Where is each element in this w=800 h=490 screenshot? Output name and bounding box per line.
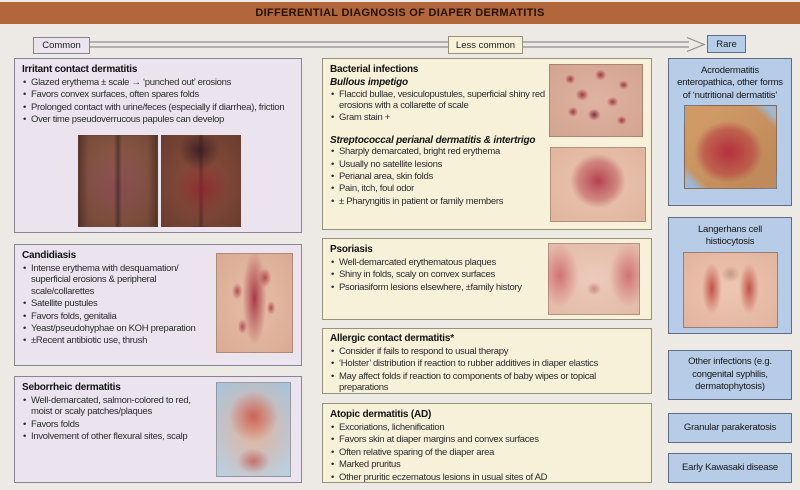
- figure-title: DIFFERENTIAL DIAGNOSIS OF DIAPER DERMATITIS: [255, 7, 545, 19]
- bullet: • Yeast/pseudohyphae on KOH preparation: [22, 323, 214, 334]
- rare-label-other-infections: Other infections (e.g. congenital syphilis, dermatophytosis): [688, 356, 772, 393]
- bullet-list-strep-perianal: [330, 146, 545, 207]
- bullet: • Involvement of other flexural sites, scalp: [22, 431, 214, 442]
- subtitle-strep-perianal: Streptococcal perianal dermatitis & intertrigo: [330, 134, 536, 146]
- bullet: • Gram stain +: [330, 112, 545, 123]
- clinical-photo-candidiasis: [216, 253, 293, 353]
- clinical-photo-bullous-impetigo: [549, 64, 643, 137]
- bullet: • Well-demarcated erythematous plaques: [330, 257, 545, 268]
- bullet: • Intense erythema with desquamation/ superficial erosions & peripheral scale/collarettes: [22, 263, 214, 297]
- clinical-photo-strep-perianal-dermatitis: [550, 147, 646, 222]
- box-acrodermatitis-enteropathica: [668, 58, 792, 206]
- clinical-photo-irritant-dermatitis-1: [78, 135, 158, 227]
- box-title-irritant: Irritant contact dermatitis: [22, 64, 138, 75]
- bullet: • Glazed erythema ± scale → ‘punched out’ erosions: [22, 77, 294, 88]
- bullet-list-irritant: [22, 77, 294, 126]
- bullet: • Favors convex surfaces, often spares folds: [22, 89, 294, 100]
- clinical-photo-irritant-dermatitis-2: [161, 135, 241, 227]
- box-atopic-dermatitis: [322, 403, 652, 483]
- rare-label-granular-parakeratosis: Granular parakeratosis: [683, 421, 777, 433]
- bullet: • Over time pseudoverrucous papules can develop: [22, 114, 294, 125]
- rare-label-acrodermatitis: Acrodermatitis enteropathica, other forms of ‘nutritional dermatitis’: [677, 65, 783, 101]
- spectrum-label-rare: Rare: [707, 35, 746, 53]
- bullet: • Marked pruritus: [330, 459, 644, 470]
- bullet: • ‘Holster’ distribution if reaction to rubber additives in diaper elastics: [330, 358, 644, 369]
- bullet: • Well-demarcated, salmon-colored to red, moist or scaly patches/plaques: [22, 395, 214, 418]
- bullet: • Favors folds, genitalia: [22, 311, 214, 322]
- bullet: • Excoriations, lichenification: [330, 422, 644, 433]
- bullet: • Favors folds: [22, 419, 214, 430]
- bullet: • Usually no satellite lesions: [330, 159, 545, 170]
- box-other-infections: [668, 350, 792, 400]
- bullet-list-candidiasis: [22, 263, 214, 347]
- subtitle-bullous-impetigo: Bullous impetigo: [330, 77, 408, 88]
- bullet: • ±Recent antibiotic use, thrush: [22, 335, 214, 346]
- bullet: • May affect folds if reaction to components of baby wipes or topical preparations: [330, 371, 644, 394]
- box-early-kawasaki-disease: [668, 453, 792, 483]
- bullet: • Sharply demarcated, bright red erythema: [330, 146, 545, 157]
- bullet: • Prolonged contact with urine/feces (especially if diarrhea), friction: [22, 102, 294, 113]
- box-irritant-contact-dermatitis: [14, 58, 302, 233]
- rare-label-early-kawasaki: Early Kawasaki disease: [682, 461, 778, 473]
- clinical-photo-acrodermatitis-enteropathica: [684, 105, 777, 189]
- bullet: • Favors skin at diaper margins and convex surfaces: [330, 434, 644, 445]
- bullet: • Satellite pustules: [22, 298, 214, 309]
- box-title-seborrheic: Seborrheic dermatitis: [22, 382, 121, 393]
- bullet: • Other pruritic eczematous lesions in usual sites of AD: [330, 472, 644, 483]
- bullet: • Perianal area, skin folds: [330, 171, 545, 182]
- bullet-list-seborrheic: [22, 395, 214, 443]
- title-bar: [0, 2, 800, 24]
- bullet: • ± Pharyngitis in patient or family members: [330, 196, 545, 207]
- bullet: • Shiny in folds, scaly on convex surfaces: [330, 269, 545, 280]
- clinical-photo-seborrheic-dermatitis: [216, 382, 291, 477]
- spectrum-label-less-common: Less common: [448, 36, 523, 54]
- bullet: • Often relative sparing of the diaper area: [330, 447, 644, 458]
- clinical-photo-psoriasis: [548, 243, 640, 315]
- bullet-list-allergic: [330, 346, 644, 394]
- box-title-allergic: Allergic contact dermatitis*: [330, 333, 454, 344]
- box-langerhans-cell-histiocytosis: [668, 217, 792, 334]
- box-title-bacterial: Bacterial infections: [330, 64, 419, 75]
- box-title-candidiasis: Candidiasis: [22, 250, 76, 261]
- spectrum-label-common: Common: [33, 37, 90, 54]
- bullet-list-atopic: [330, 422, 644, 483]
- bullet: • Psoriasiform lesions elsewhere, ±family history: [330, 282, 545, 293]
- spectrum-arrow: [30, 36, 720, 54]
- bullet: • Pain, itch, foul odor: [330, 183, 545, 194]
- box-granular-parakeratosis: [668, 413, 792, 443]
- box-title-atopic: Atopic dermatitis (AD): [330, 409, 432, 420]
- clinical-photo-langerhans-cell-histiocytosis: [683, 252, 778, 328]
- bullet-list-psoriasis: [330, 257, 545, 293]
- bullet: • Consider if fails to respond to usual therapy: [330, 346, 644, 357]
- rare-label-langerhans: Langerhans cell histiocytosis: [697, 224, 763, 248]
- bullet: • Flaccid bullae, vesiculopustules, superficial shiny red erosions with a collarette of scale: [330, 89, 545, 112]
- box-allergic-contact-dermatitis: [322, 328, 652, 394]
- box-title-psoriasis: Psoriasis: [330, 244, 373, 255]
- bullet-list-bullous-impetigo: [330, 89, 545, 124]
